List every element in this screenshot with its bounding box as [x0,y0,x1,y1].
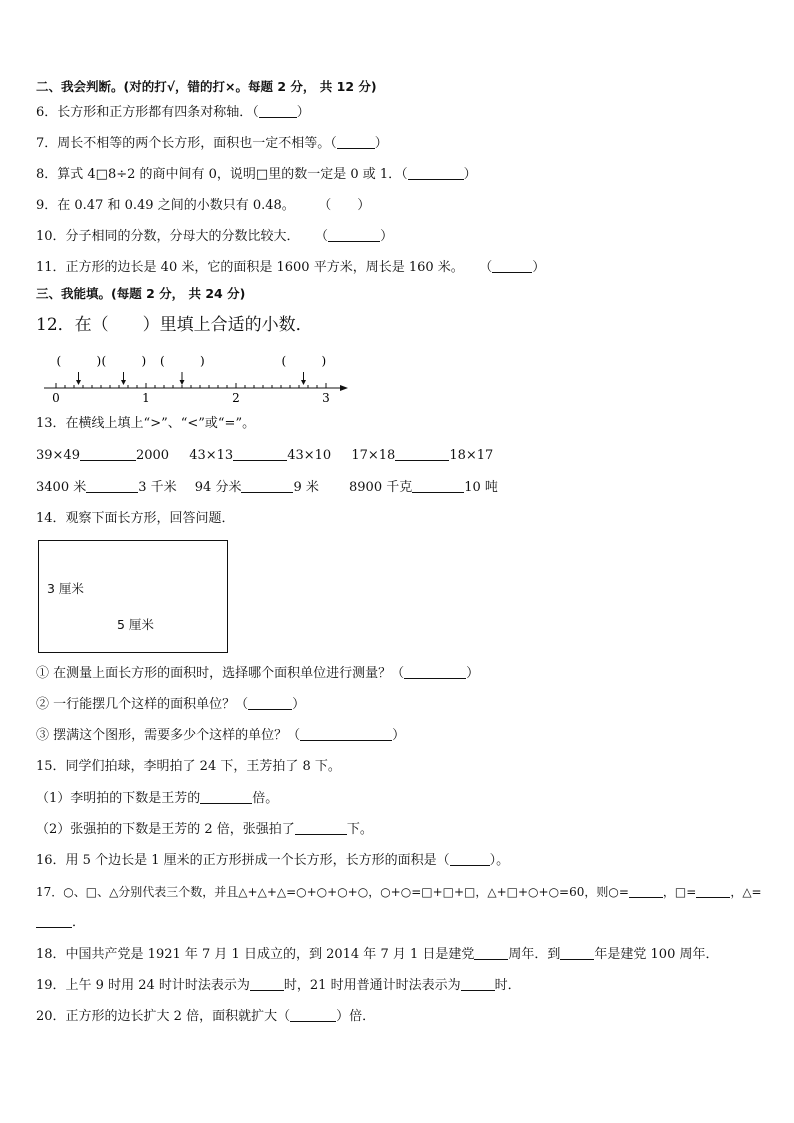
q16-blank[interactable] [450,852,490,866]
q6-answer-blank[interactable] [259,104,297,118]
q17-end: ． [72,915,86,930]
q19-text-c: 时． [494,978,521,993]
q18-blank-2[interactable] [560,946,594,960]
question-7 [36,135,388,153]
q14-sub-2 [36,696,305,714]
q14-sub-1 [36,665,479,683]
question-12: 12．在（ ）里填上合适的小数． [36,315,313,335]
q15-sub2-blank[interactable] [295,821,347,835]
q10-open: （ [321,229,329,244]
q9-text: 9．在 0.47 和 0.49 之间的小数只有 0.48。 [36,198,295,213]
q15-sub2-text: （2）张强拍的下数是王芳的 2 倍，张强拍了 [36,822,295,837]
q13-item: 3400 米 [36,480,87,495]
q19-blank-2[interactable] [461,977,495,991]
q17-blank-triangle[interactable] [36,914,72,928]
section2-header: 二、我会判断。(对的打√，错的打×。每题 2 分， 共 12 分) [36,79,377,94]
tick-labels [52,391,330,404]
q20-blank[interactable] [290,1008,336,1022]
q13-blank[interactable] [412,479,464,493]
answer-paren-open: ( [281,354,287,368]
q13-blank[interactable] [80,447,136,461]
answer-paren-close: ) [321,354,327,368]
ticks [56,383,326,388]
rect-side-label: 3 厘米 [47,581,84,596]
q6-text: 6．长方形和正方形都有四条对称轴．（ [36,105,259,120]
pointer-arrow-head [76,380,81,385]
q7-close: ） [374,136,388,151]
q14-sub-3 [36,727,405,745]
q13-item: 9 米 [293,480,319,495]
q8-answer-blank[interactable] [408,166,464,180]
q13-item: 17×18 [351,448,396,463]
q13-item: 18×17 [449,448,494,463]
q14-sub3-blank[interactable] [300,727,392,741]
q7-answer-blank[interactable] [337,135,375,149]
q16-text: 16．用 5 个边长是 1 厘米的正方形拼成一个长方形，长方形的面积是（ [36,853,450,868]
q18-blank-1[interactable] [474,946,508,960]
q7-text: 7．周长不相等的两个长方形，面积也一定不相等。（ [36,136,337,151]
question-9 [36,197,370,215]
answer-paren-close: ) [96,354,102,368]
q13-blank[interactable] [233,447,287,461]
question-18 [36,946,718,964]
rect-bottom-label: 5 厘米 [117,617,154,632]
q14-sub1-blank[interactable] [404,665,466,679]
number-line-figure [30,348,360,404]
pointer-arrow-head [180,380,185,385]
q13-item: 2000 [135,448,170,463]
tick-label: 1 [142,391,150,404]
q20-text-b: ）倍． [336,1009,376,1024]
q13-item: 39×49 [36,448,80,463]
q15-sub-1 [36,790,278,808]
question-20 [36,1008,375,1026]
question-11 [36,259,545,277]
q15-sub1-text: （1）李明拍的下数是王芳的 [36,791,201,806]
question-10 [36,228,393,246]
question-19 [36,977,521,995]
question-14: 14．观察下面长方形，回答问题． [36,511,235,526]
question-17 [36,883,762,901]
q13-blank[interactable] [86,479,138,493]
q15-sub-2 [36,821,373,839]
q17-mid2: ，△= [730,885,762,899]
q13-item: 43×10 [287,448,332,463]
q9-answer-paren[interactable]: （ ） [324,198,371,213]
q18-text-b: 周年．到 [508,947,561,962]
axis-arrowhead [340,385,348,391]
q13-row-1 [36,447,493,465]
tick-label: 2 [232,391,240,404]
q6-close: ） [296,105,310,120]
q14-sub2-text: ② 一行能摆几个这样的面积单位？（ [36,697,249,712]
q14-sub3-close: ） [392,728,406,743]
q15-sub2-end: 下。 [346,822,373,837]
q13-item: 3 千米 [138,480,177,495]
question-16 [36,852,509,870]
q14-sub1-close: ） [466,666,480,681]
question-13: 13．在横线上填上“>”、“<”或“=”。 [36,416,256,431]
q8-text: 8．算式 4□8÷2 的商中间有 0，说明□里的数一定是 0 或 1．（ [36,167,408,182]
q17-mid1: ，□= [662,885,697,899]
answer-paren-open: ( [160,354,165,368]
q14-sub2-blank[interactable] [248,696,292,710]
tick-label: 3 [322,391,330,404]
pointer-arrows [76,372,306,385]
q11-text: 11．正方形的边长是 40 米，它的面积是 1600 平方米，周长是 160 米。 [36,260,464,275]
tick-label: 0 [52,391,60,404]
answer-paren-close: ) [200,354,205,368]
pointer-arrow-head [301,380,306,385]
q20-text-a: 20．正方形的边长扩大 2 倍，面积就扩大（ [36,1009,291,1024]
answer-paren-close: ) [141,354,147,368]
q17-blank-circle[interactable] [629,884,663,898]
q10-text: 10．分子相同的分数，分母大的分数比较大． [36,229,300,244]
q19-text-a: 19．上午 9 时用 24 时计时法表示为 [36,978,250,993]
q19-text-b: 时，21 时用普通计时法表示为 [283,978,461,993]
question-8 [36,166,477,184]
q18-text-a: 18．中国共产党是 1921 年 7 月 1 日成立的，到 2014 年 7 月 1 日是建党 [36,947,475,962]
q8-close: ） [463,167,477,182]
q17-blank-square[interactable] [696,884,730,898]
q13-item: 94 分米 [194,480,242,495]
q13-item: 8900 千克 [349,480,413,495]
answer-parentheses [57,354,327,368]
q19-blank-1[interactable] [250,977,284,991]
question-15: 15．同学们拍球，李明拍了 24 下，王芳拍了 8 下。 [36,759,341,774]
q14-sub3-text: ③ 摆满这个图形，需要多少个这样的单位？（ [36,728,301,743]
q11-open: （ [485,260,493,275]
q14-sub2-close: ） [292,697,306,712]
q15-sub1-end: 倍。 [252,791,279,806]
q16-close: ）。 [489,853,510,868]
q13-item: 10 吨 [464,480,498,495]
q17-text: 17．○、□、△分别代表三个数，并且△+△+△=○+○+○+○，○+○=□+□+□，△+□+○+○=60，则○= [36,885,629,899]
q18-text-c: 年是建党 100 周年． [594,947,719,962]
pointer-arrow-head [121,380,126,385]
q15-sub1-blank[interactable] [200,790,252,804]
answer-paren-open: ( [56,354,62,368]
q13-blank[interactable] [241,479,293,493]
q13-row-2 [36,479,498,497]
rectangle-figure [38,540,228,653]
q10-answer-blank[interactable] [328,228,380,242]
q14-sub1-text: ① 在测量上面长方形的面积时，选择哪个面积单位进行测量？（ [36,666,405,681]
q13-item: 43×13 [189,448,234,463]
q10-close: ） [380,229,394,244]
q11-close: ） [532,260,546,275]
question-6 [36,104,310,122]
section3-header: 三、我能填。(每题 2 分， 共 24 分) [36,286,246,301]
q13-blank[interactable] [395,447,449,461]
q11-answer-blank[interactable] [492,259,532,273]
answer-paren-open: ( [101,354,107,368]
question-17-cont [36,914,85,932]
